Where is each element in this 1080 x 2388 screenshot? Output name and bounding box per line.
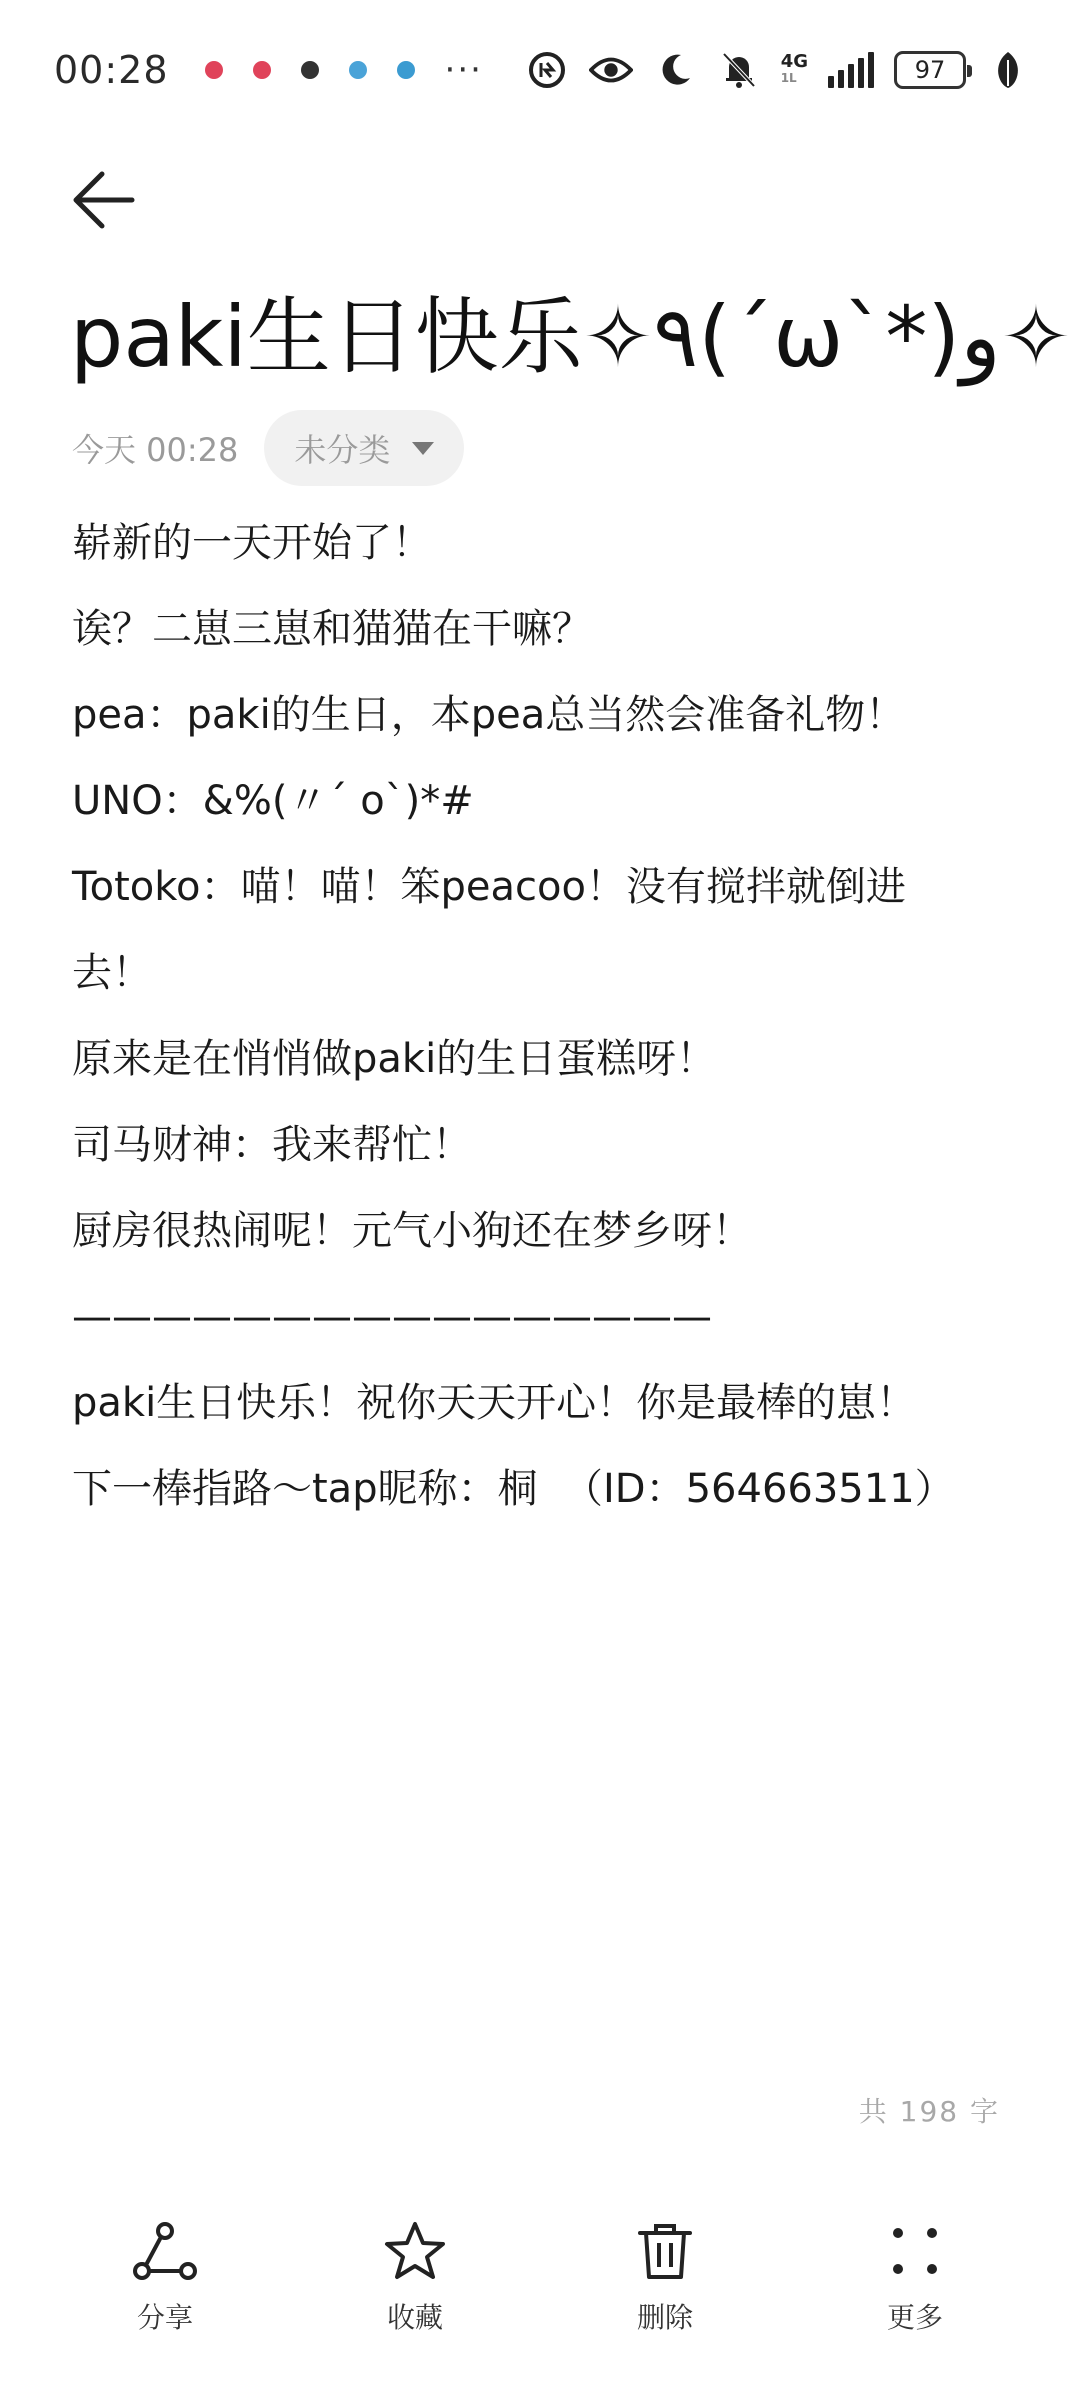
category-label: 未分类 <box>294 431 391 469</box>
status-time: 00:28 <box>54 48 169 92</box>
signal-strength-icon <box>828 52 874 88</box>
note-line: UNO：&%(〃ˊ o`)*# <box>72 778 474 824</box>
more-button[interactable] <box>815 2200 1015 2336</box>
note-line-divider: ———————————————— <box>72 1294 712 1340</box>
notification-app-icon <box>397 61 415 79</box>
notification-app-icon <box>301 61 319 79</box>
star-icon <box>379 2216 451 2288</box>
favorite-label: 收藏 <box>386 2301 443 2334</box>
notification-app-icon <box>253 61 271 79</box>
note-line: 下一棒指路～tap昵称：桐 （ID：564663511） <box>72 1466 955 1512</box>
power-saving-leaf-icon <box>986 48 1030 92</box>
data-saver-icon <box>525 48 569 92</box>
character-count: 共 198 字 <box>858 2095 1000 2128</box>
note-line: 原来是在悄悄做paki的生日蛋糕呀！ <box>72 1036 717 1082</box>
note-meta <box>72 410 464 486</box>
note-line: Totoko：喵！喵！笨peacoo！没有搅拌就倒进去！ <box>72 864 906 996</box>
category-dropdown[interactable] <box>264 410 464 486</box>
note-date: 今天 00:28 <box>72 431 239 469</box>
note-line: 司马财神：我来帮忙！ <box>72 1122 472 1168</box>
chevron-down-icon <box>412 442 434 455</box>
battery-level: 97 <box>914 56 946 84</box>
more-label: 更多 <box>886 2301 943 2334</box>
share-label: 分享 <box>136 2301 193 2334</box>
favorite-button[interactable] <box>315 2200 515 2336</box>
note-line: pea：paki的生日，本pea总当然会准备礼物！ <box>72 692 906 738</box>
bottom-toolbar <box>0 2200 1080 2388</box>
note-line: 诶？二崽三崽和猫猫在干嘛？ <box>72 606 592 652</box>
delete-label: 删除 <box>636 2301 693 2334</box>
note-line: 厨房很热闹呢！元气小狗还在梦乡呀！ <box>72 1208 752 1254</box>
notification-icons <box>205 61 415 79</box>
back-arrow-icon <box>72 170 136 230</box>
eye-comfort-icon <box>589 48 633 92</box>
network-type: 4G 1L <box>780 51 808 85</box>
notification-app-icon <box>349 61 367 79</box>
share-icon <box>129 2216 201 2288</box>
share-button[interactable] <box>65 2200 265 2336</box>
note-body[interactable] <box>72 500 972 1532</box>
back-button[interactable] <box>64 160 144 240</box>
note-title[interactable]: paki生日快乐✧٩(ˊωˋ*)و✧ <box>70 288 1072 386</box>
trash-icon <box>629 2216 701 2288</box>
delete-button[interactable] <box>565 2200 765 2336</box>
muted-bell-icon <box>717 48 761 92</box>
note-line: 崭新的一天开始了！ <box>72 520 432 566</box>
battery-icon <box>894 51 966 89</box>
notification-app-icon <box>205 61 223 79</box>
more-notifications-icon: ··· <box>444 50 483 90</box>
more-dots-icon <box>879 2216 951 2288</box>
status-bar <box>0 0 1080 140</box>
do-not-disturb-moon-icon <box>653 48 697 92</box>
note-line: paki生日快乐！祝你天天开心！你是最棒的崽！ <box>72 1380 917 1426</box>
